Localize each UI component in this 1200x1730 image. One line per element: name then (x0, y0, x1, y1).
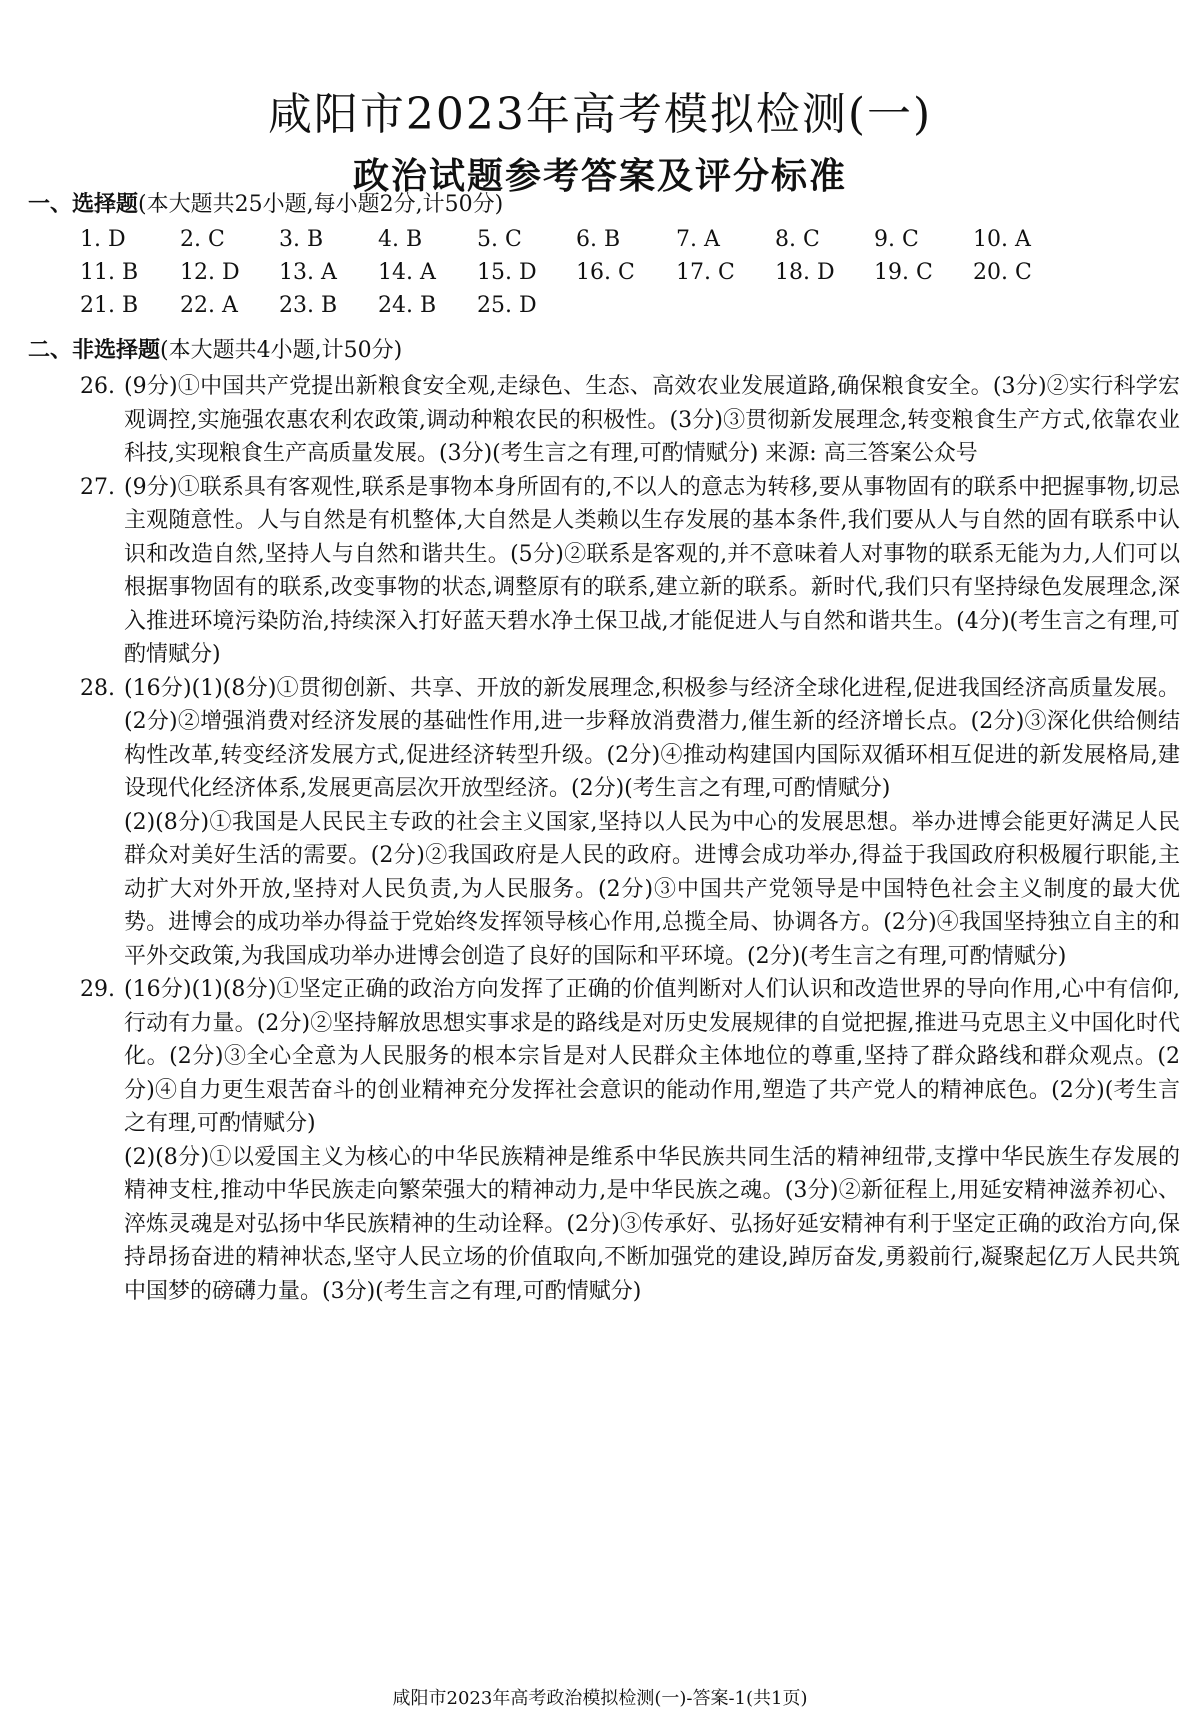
mc-answer: 23. B (279, 293, 338, 318)
mc-answer: 12. D (180, 260, 240, 285)
mc-answer: 1. D (80, 227, 126, 252)
mc-answer: 21. B (80, 293, 139, 318)
mc-answer: 17. C (676, 260, 735, 285)
section-1-label: 一、选择题 (28, 192, 139, 217)
mc-answer: 7. A (676, 227, 720, 252)
mc-answer: 16. C (576, 260, 635, 285)
question-28 (80, 672, 1180, 974)
page-footer: 咸阳市2023年高考政治模拟检测(一)-答案-1(共1页) (392, 1688, 808, 1709)
answer-text-part-2: (2)(8分)①以爱国主义为核心的中华民族精神是维系中华民族共同生活的精神纽带,支撑中华民族生存发展的精神支柱,推动中华民族走向繁荣强大的精神动力,是中华民族之魂。(3分)②新征程上,用延安精神滋养初心、淬炼灵魂是对弘扬中华民族精神的生动诠释。(2分)③传承好、弘扬好延安精神有利于坚定正确的政治方向,保持昂扬奋进的精神状态,坚守人民立场的价值取向,不断加强党的建设,踔厉奋发,勇毅前行,凝聚起亿万人民共筑中国梦的磅礴力量。(3分)(考生言之有理,可酌情赋分) (124, 1144, 1180, 1304)
mc-answer: 3. B (279, 227, 324, 252)
question-29 (80, 973, 1180, 1308)
mc-answer: 9. C (874, 227, 919, 252)
mc-answer: 10. A (973, 227, 1031, 252)
mc-row-2 (80, 257, 1140, 289)
mc-answer: 14. A (378, 260, 436, 285)
mc-answer: 19. C (874, 260, 933, 285)
mc-answer: 25. D (477, 293, 537, 318)
question-number: 27. (80, 474, 115, 500)
page-subtitle: 政治试题参考答案及评分标准 (352, 156, 847, 197)
mc-answer: 15. D (477, 260, 537, 285)
answer-text-part-2: (2)(8分)①我国是人民民主专政的社会主义国家,坚持以人民为中心的发展思想。举办进博会能更好满足人民群众对美好生活的需要。(2分)②我国政府是人民的政府。进博会成功举办,得益于我国政府积极履行职能,主动扩大对外开放,坚持对人民负责,为人民服务。(2分)③中国共产党领导是中国特色社会主义制度的最大优势。进博会的成功举办得益于党始终发挥领导核心作用,总揽全局、协调各方。(2分)④我国坚持独立自主的和平外交政策,为我国成功举办进博会创造了良好的国际和平环境。(2分)(考生言之有理,可酌情赋分) (124, 809, 1180, 969)
mc-answer: 5. C (477, 227, 522, 252)
page-title: 咸阳市2023年高考模拟检测(一) (267, 89, 933, 140)
question-26 (80, 370, 1180, 471)
question-number: 28. (80, 675, 115, 701)
section-1-note: (本大题共25小题,每小题2分,计50分) (138, 192, 504, 217)
answer-text-part-1: (16分)(1)(8分)①贯彻创新、共享、开放的新发展理念,积极参与经济全球化进程,促进我国经济高质量发展。(2分)②增强消费对经济发展的基础性作用,进一步释放消费潜力,催生新的经济增长点。(2分)③深化供给侧结构性改革,转变经济发展方式,促进经济转型升级。(2分)④推动构建国内国际双循环相互促进的新发展格局,建设现代化经济体系,发展更高层次开放型经济。(2分)(考生言之有理,可酌情赋分) (124, 675, 1180, 801)
section-1-heading (28, 190, 503, 220)
answer-text: (9分)①中国共产党提出新粮食安全观,走绿色、生态、高效农业发展道路,确保粮食安全。(3分)②实行科学宏观调控,实施强农惠农利农政策,调动种粮农民的积极性。(3分)③贯彻新发展理念,转变粮食生产方式,依靠农业科技,实现粮食生产高质量发展。(3分)(考生言之有理,可酌情赋分) 来源: 高三答案公众号 (124, 374, 1180, 466)
section-2-note: (本大题共4小题,计50分) (160, 338, 403, 363)
mc-row-3 (80, 290, 1140, 322)
question-number: 26. (80, 374, 115, 399)
mc-answer: 8. C (775, 227, 820, 252)
mc-row-1 (80, 224, 1140, 256)
mc-answer: 6. B (576, 227, 621, 252)
mc-answer: 2. C (180, 227, 225, 252)
mc-answer: 22. A (180, 293, 238, 318)
section-2-label: 二、非选择题 (28, 338, 161, 363)
section-2-heading (28, 336, 402, 366)
answers-block (80, 370, 1180, 1308)
mc-answer: 11. B (80, 260, 139, 285)
question-number: 29. (80, 977, 115, 1002)
mc-answer: 24. B (378, 293, 437, 318)
mc-answer: 13. A (279, 260, 337, 285)
answer-text-part-1: (16分)(1)(8分)①坚定正确的政治方向发挥了正确的价值判断对人们认识和改造世界的导向作用,心中有信仰,行动有力量。(2分)②坚持解放思想实事求是的路线是对历史发展规律的自觉把握,推进马克思主义中国化时代化。(2分)③全心全意为人民服务的根本宗旨是对人民群众主体地位的尊重,坚持了群众路线和群众观点。(2分)④自力更生艰苦奋斗的创业精神充分发挥社会意识的能动作用,塑造了共产党人的精神底色。(2分)(考生言之有理,可酌情赋分) (124, 977, 1180, 1136)
question-27 (80, 471, 1180, 672)
answer-text: (9分)①联系具有客观性,联系是事物本身所固有的,不以人的意志为转移,要从事物固有的联系中把握事物,切忌主观随意性。人与自然是有机整体,大自然是人类赖以生存发展的基本条件,我们要从人与自然的固有联系中认识和改造自然,坚持人与自然和谐共生。(5分)②联系是客观的,并不意味着人对事物的联系无能为力,人们可以根据事物固有的联系,改变事物的状态,调整原有的联系,建立新的联系。新时代,我们只有坚持绿色发展理念,深入推进环境污染防治,持续深入打好蓝天碧水净土保卫战,才能促进人与自然和谐共生。(4分)(考生言之有理,可酌情赋分) (124, 474, 1180, 667)
mc-answer: 20. C (973, 260, 1032, 285)
mc-answer: 18. D (775, 260, 835, 285)
mc-answer: 4. B (378, 227, 423, 252)
